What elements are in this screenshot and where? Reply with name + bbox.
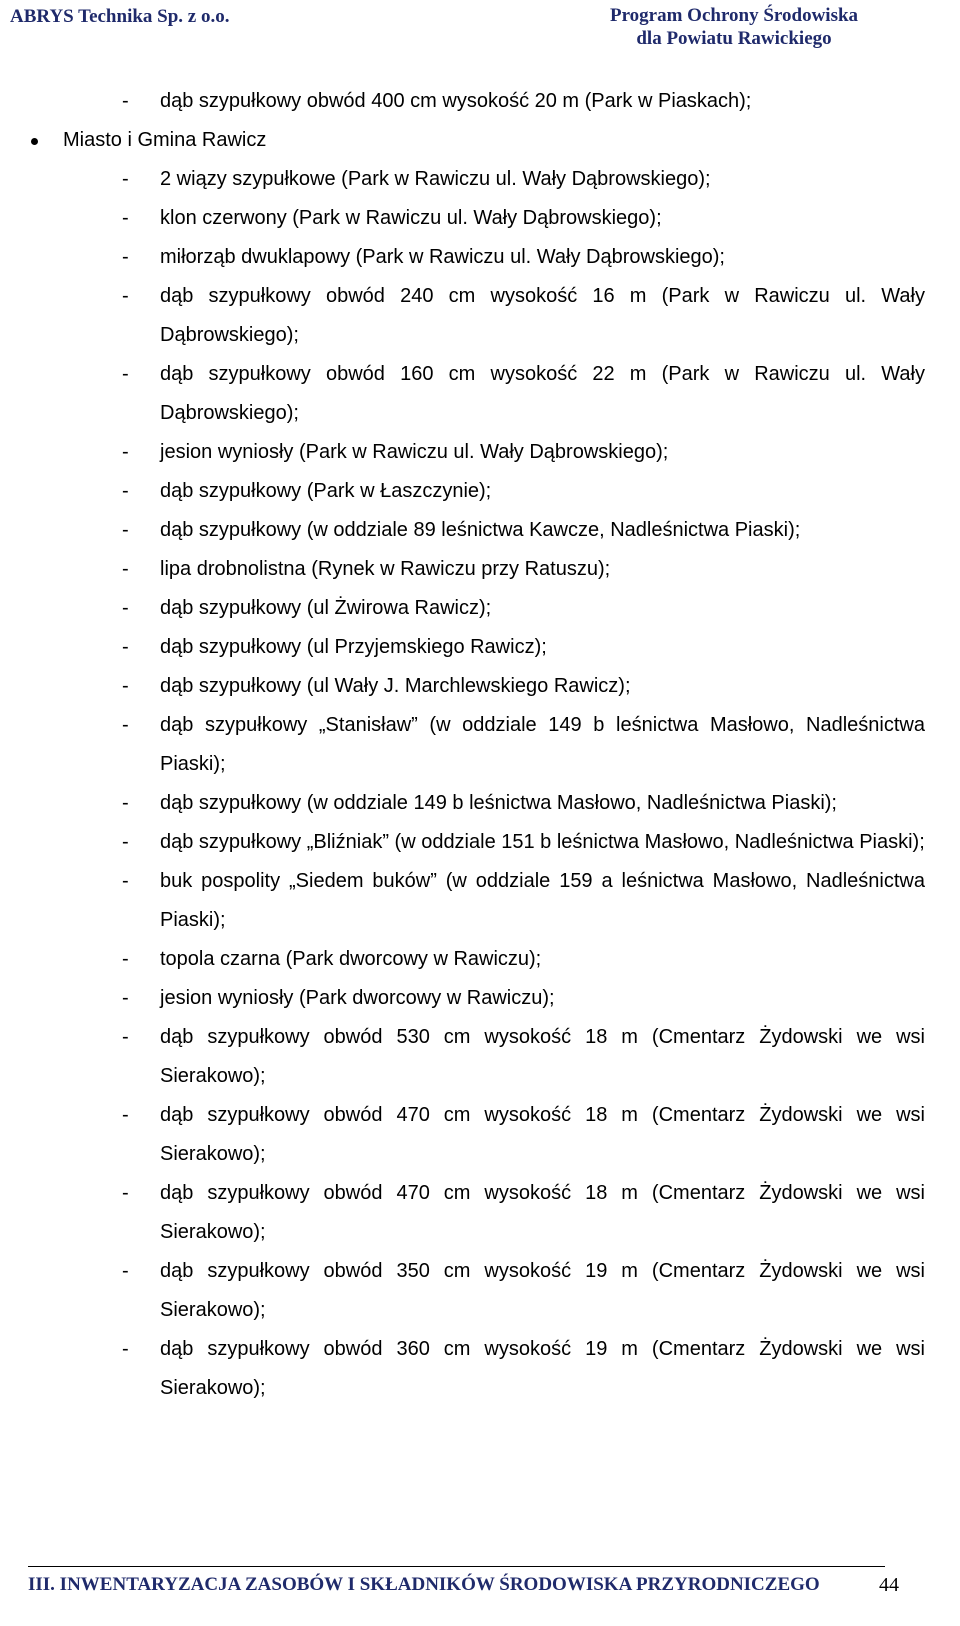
- list-item: [122, 706, 925, 784]
- list-item-text: dąb szypułkowy (w oddziale 149 b leśnictwa Masłowo, Nadleśnictwa Piaski);: [160, 792, 837, 814]
- dash-marker: -: [122, 1026, 129, 1048]
- list-item-text: dąb szypułkowy obwód 470 cm wysokość 18 m (Cmentarz Żydowski we wsi Sierakowo);: [160, 1104, 925, 1165]
- dash-marker: -: [122, 363, 129, 385]
- list-item: [122, 199, 925, 238]
- dash-marker: -: [122, 987, 129, 1009]
- header-program-line2: dla Powiatu Rawickiego: [636, 28, 832, 49]
- list-item-text: dąb szypułkowy „Stanisław” (w oddziale 149 b leśnictwa Masłowo, Nadleśnictwa Piaski);: [160, 714, 925, 775]
- list-item: [122, 667, 925, 706]
- section-heading: [63, 121, 960, 160]
- dash-marker: -: [122, 558, 129, 580]
- list-item-text: dąb szypułkowy (w oddziale 89 leśnictwa Kawcze, Nadleśnictwa Piaski);: [160, 519, 801, 541]
- dash-marker: -: [122, 1260, 129, 1282]
- list-item-text: dąb szypułkowy „Bliźniak” (w oddziale 151 b leśnictwa Masłowo, Nadleśnictwa Piaski);: [160, 831, 925, 853]
- footer-chapter-title: III. INWENTARYZACJA ZASOBÓW I SKŁADNIKÓW ŚRODOWISKA PRZYRODNICZEGO: [28, 1574, 820, 1595]
- list-item: [122, 1330, 925, 1408]
- list-item: [122, 511, 925, 550]
- dash-marker: -: [122, 1182, 129, 1204]
- list-item: [122, 1174, 925, 1252]
- list-item-text: lipa drobnolistna (Rynek w Rawiczu przy Ratuszu);: [160, 558, 611, 580]
- dash-marker: -: [122, 441, 129, 463]
- dash-marker: -: [122, 1338, 129, 1360]
- dash-marker: -: [122, 207, 129, 229]
- dash-marker: -: [122, 480, 129, 502]
- list-item-text: 2 wiązy szypułkowe (Park w Rawiczu ul. Wały Dąbrowskiego);: [160, 168, 711, 190]
- dash-marker: -: [122, 285, 129, 307]
- header-program: [610, 4, 858, 50]
- list-item: [122, 550, 925, 589]
- dash-marker: -: [122, 870, 129, 892]
- list-item-text: dąb szypułkowy (ul Żwirowa Rawicz);: [160, 597, 492, 619]
- page-number: 44: [879, 1574, 899, 1596]
- list-item: [122, 862, 925, 940]
- list-item: [122, 472, 925, 511]
- list-item: [122, 1252, 925, 1330]
- list-item: [122, 433, 925, 472]
- list-item-text: klon czerwony (Park w Rawiczu ul. Wały Dąbrowskiego);: [160, 207, 662, 229]
- list-item-text: dąb szypułkowy obwód 350 cm wysokość 19 m (Cmentarz Żydowski we wsi Sierakowo);: [160, 1260, 925, 1321]
- list-item-text: dąb szypułkowy obwód 400 cm wysokość 20 m (Park w Piaskach);: [160, 90, 752, 112]
- dash-marker: -: [122, 90, 129, 112]
- page-footer: [28, 1570, 908, 1600]
- list-item-text: jesion wyniosły (Park w Rawiczu ul. Wały Dąbrowskiego);: [160, 441, 669, 463]
- section-items: [0, 160, 960, 1408]
- list-item-text: buk pospolity „Siedem buków” (w oddziale 159 a leśnictwa Masłowo, Nadleśnictwa Piaski);: [160, 870, 925, 931]
- header-company: ABRYS Technika Sp. z o.o.: [10, 6, 230, 27]
- tree-list: [0, 82, 960, 1408]
- dash-marker: -: [122, 675, 129, 697]
- footer-divider: [28, 1566, 885, 1567]
- header-program-line1: Program Ochrony Środowiska: [609, 5, 859, 26]
- list-item: [122, 1018, 925, 1096]
- dash-marker: -: [122, 597, 129, 619]
- list-item-text: dąb szypułkowy obwód 240 cm wysokość 16 m (Park w Rawiczu ul. Wały Dąbrowskiego);: [160, 285, 925, 346]
- section-title: Miasto i Gmina Rawicz: [63, 129, 267, 151]
- list-item: [122, 82, 925, 121]
- bullet-icon: [31, 138, 38, 145]
- list-item: [122, 628, 925, 667]
- list-item: [122, 1096, 925, 1174]
- dash-marker: -: [122, 636, 129, 658]
- list-item-text: dąb szypułkowy obwód 530 cm wysokość 18 m (Cmentarz Żydowski we wsi Sierakowo);: [160, 1026, 925, 1087]
- dash-marker: -: [122, 948, 129, 970]
- dash-marker: -: [122, 1104, 129, 1126]
- dash-marker: -: [122, 831, 129, 853]
- dash-marker: -: [122, 792, 129, 814]
- list-item-text: dąb szypułkowy obwód 160 cm wysokość 22 m (Park w Rawiczu ul. Wały Dąbrowskiego);: [160, 363, 925, 424]
- list-item: [122, 784, 925, 823]
- list-item: [122, 979, 925, 1018]
- list-item: [122, 238, 925, 277]
- list-item: [122, 277, 925, 355]
- list-item: [122, 940, 925, 979]
- list-item-text: dąb szypułkowy (ul Przyjemskiego Rawicz);: [160, 636, 547, 658]
- dash-marker: -: [122, 714, 129, 736]
- dash-marker: -: [122, 246, 129, 268]
- list-item-text: topola czarna (Park dworcowy w Rawiczu);: [160, 948, 542, 970]
- list-item: [122, 160, 925, 199]
- list-item-text: dąb szypułkowy obwód 360 cm wysokość 19 m (Cmentarz Żydowski we wsi Sierakowo);: [160, 1338, 925, 1399]
- list-item: [122, 355, 925, 433]
- list-item-text: dąb szypułkowy (Park w Łaszczynie);: [160, 480, 492, 502]
- list-item-text: jesion wyniosły (Park dworcowy w Rawiczu);: [160, 987, 555, 1009]
- list-item-text: miłorząb dwuklapowy (Park w Rawiczu ul. Wały Dąbrowskiego);: [160, 246, 725, 268]
- list-item-text: dąb szypułkowy (ul Wały J. Marchlewskiego Rawicz);: [160, 675, 631, 697]
- dash-marker: -: [122, 168, 129, 190]
- list-item-text: dąb szypułkowy obwód 470 cm wysokość 18 m (Cmentarz Żydowski we wsi Sierakowo);: [160, 1182, 925, 1243]
- dash-marker: -: [122, 519, 129, 541]
- page-header: [0, 0, 960, 52]
- list-item: [122, 589, 925, 628]
- list-item: [122, 823, 925, 862]
